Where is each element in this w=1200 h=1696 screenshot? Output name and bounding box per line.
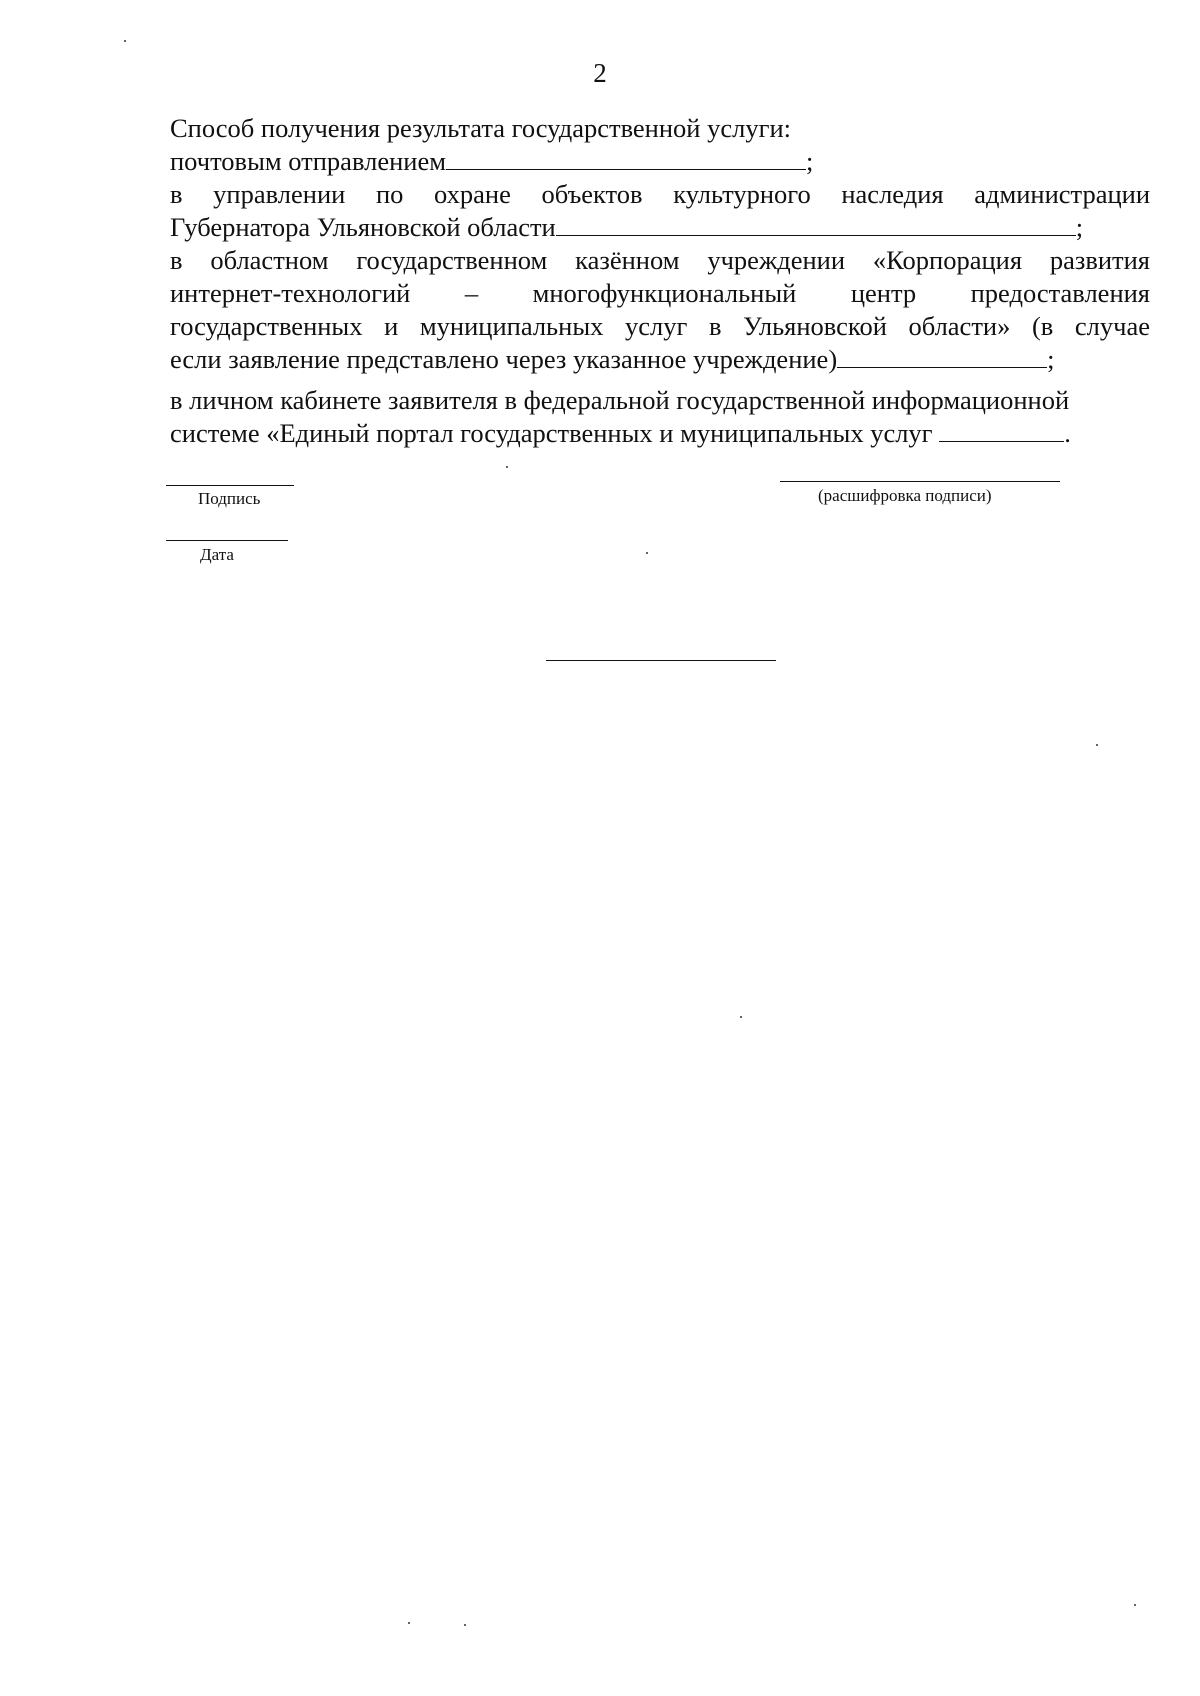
scan-speck <box>124 40 126 42</box>
scan-speck <box>464 1624 466 1626</box>
option-portal-line1: в личном кабинете заявителя в федеральной государственной информационной <box>170 385 1070 415</box>
department-blank-field[interactable] <box>556 211 1076 236</box>
option-postal-text: почтовым отправлением <box>170 146 446 176</box>
signature-line[interactable] <box>166 485 294 486</box>
signature-decoding-line[interactable] <box>780 481 1060 482</box>
signature-decoding-label: (расшифровка подписи) <box>818 486 992 505</box>
page-number: 2 <box>593 58 607 88</box>
option-postal: почтовым отправлением ; <box>170 146 814 176</box>
option-mfc-line4: если заявление представлено через указанное учреждение) <box>170 344 838 374</box>
section-heading: Способ получения результата государственной услуги: <box>170 113 792 143</box>
option-mfc-line1: в областном государственном казённом учреждении «Корпорация развития <box>170 245 1150 275</box>
scan-speck <box>646 552 648 554</box>
option-department: в управлении по охране объектов культурного наследия администрации Губернатора Ульяновской области ; <box>170 179 1150 242</box>
option-mfc-line2: интернет-технологий – многофункциональный центр предоставления <box>170 278 1150 308</box>
signature-label: Подпись <box>198 489 261 508</box>
postal-blank-field[interactable] <box>446 145 806 170</box>
scan-speck <box>740 1016 742 1018</box>
scan-speck <box>506 466 508 468</box>
result-method-section <box>170 112 1150 450</box>
date-line[interactable] <box>166 540 288 541</box>
mfc-blank-field[interactable] <box>837 343 1047 368</box>
option-department-line1: в управлении по охране объектов культурного наследия администрации <box>170 179 1150 209</box>
portal-blank-field[interactable] <box>939 417 1064 442</box>
scan-speck <box>1096 744 1098 746</box>
date-label: Дата <box>200 545 234 564</box>
option-department-line2: Губернатора Ульяновской области <box>170 212 556 242</box>
end-divider <box>546 660 776 661</box>
option-portal: в личном кабинете заявителя в федеральной государственной информационной системе «Единый портал государственных и муниципальных услуг . <box>170 384 1150 450</box>
scan-speck <box>408 1622 410 1624</box>
option-mfc: в областном государственном казённом учреждении «Корпорация развития интернет-технологий – многофункциональный центр предоставления государственных и муниципальных услуг в Ульяновской области» (в случае если заявление представлено через указанное учреждение) ; <box>170 245 1150 374</box>
scan-speck <box>1134 1604 1136 1606</box>
option-portal-line2: системе «Единый портал государственных и муниципальных услуг <box>170 418 933 448</box>
option-mfc-line3: государственных и муниципальных услуг в Ульяновской области» (в случае <box>170 311 1150 341</box>
